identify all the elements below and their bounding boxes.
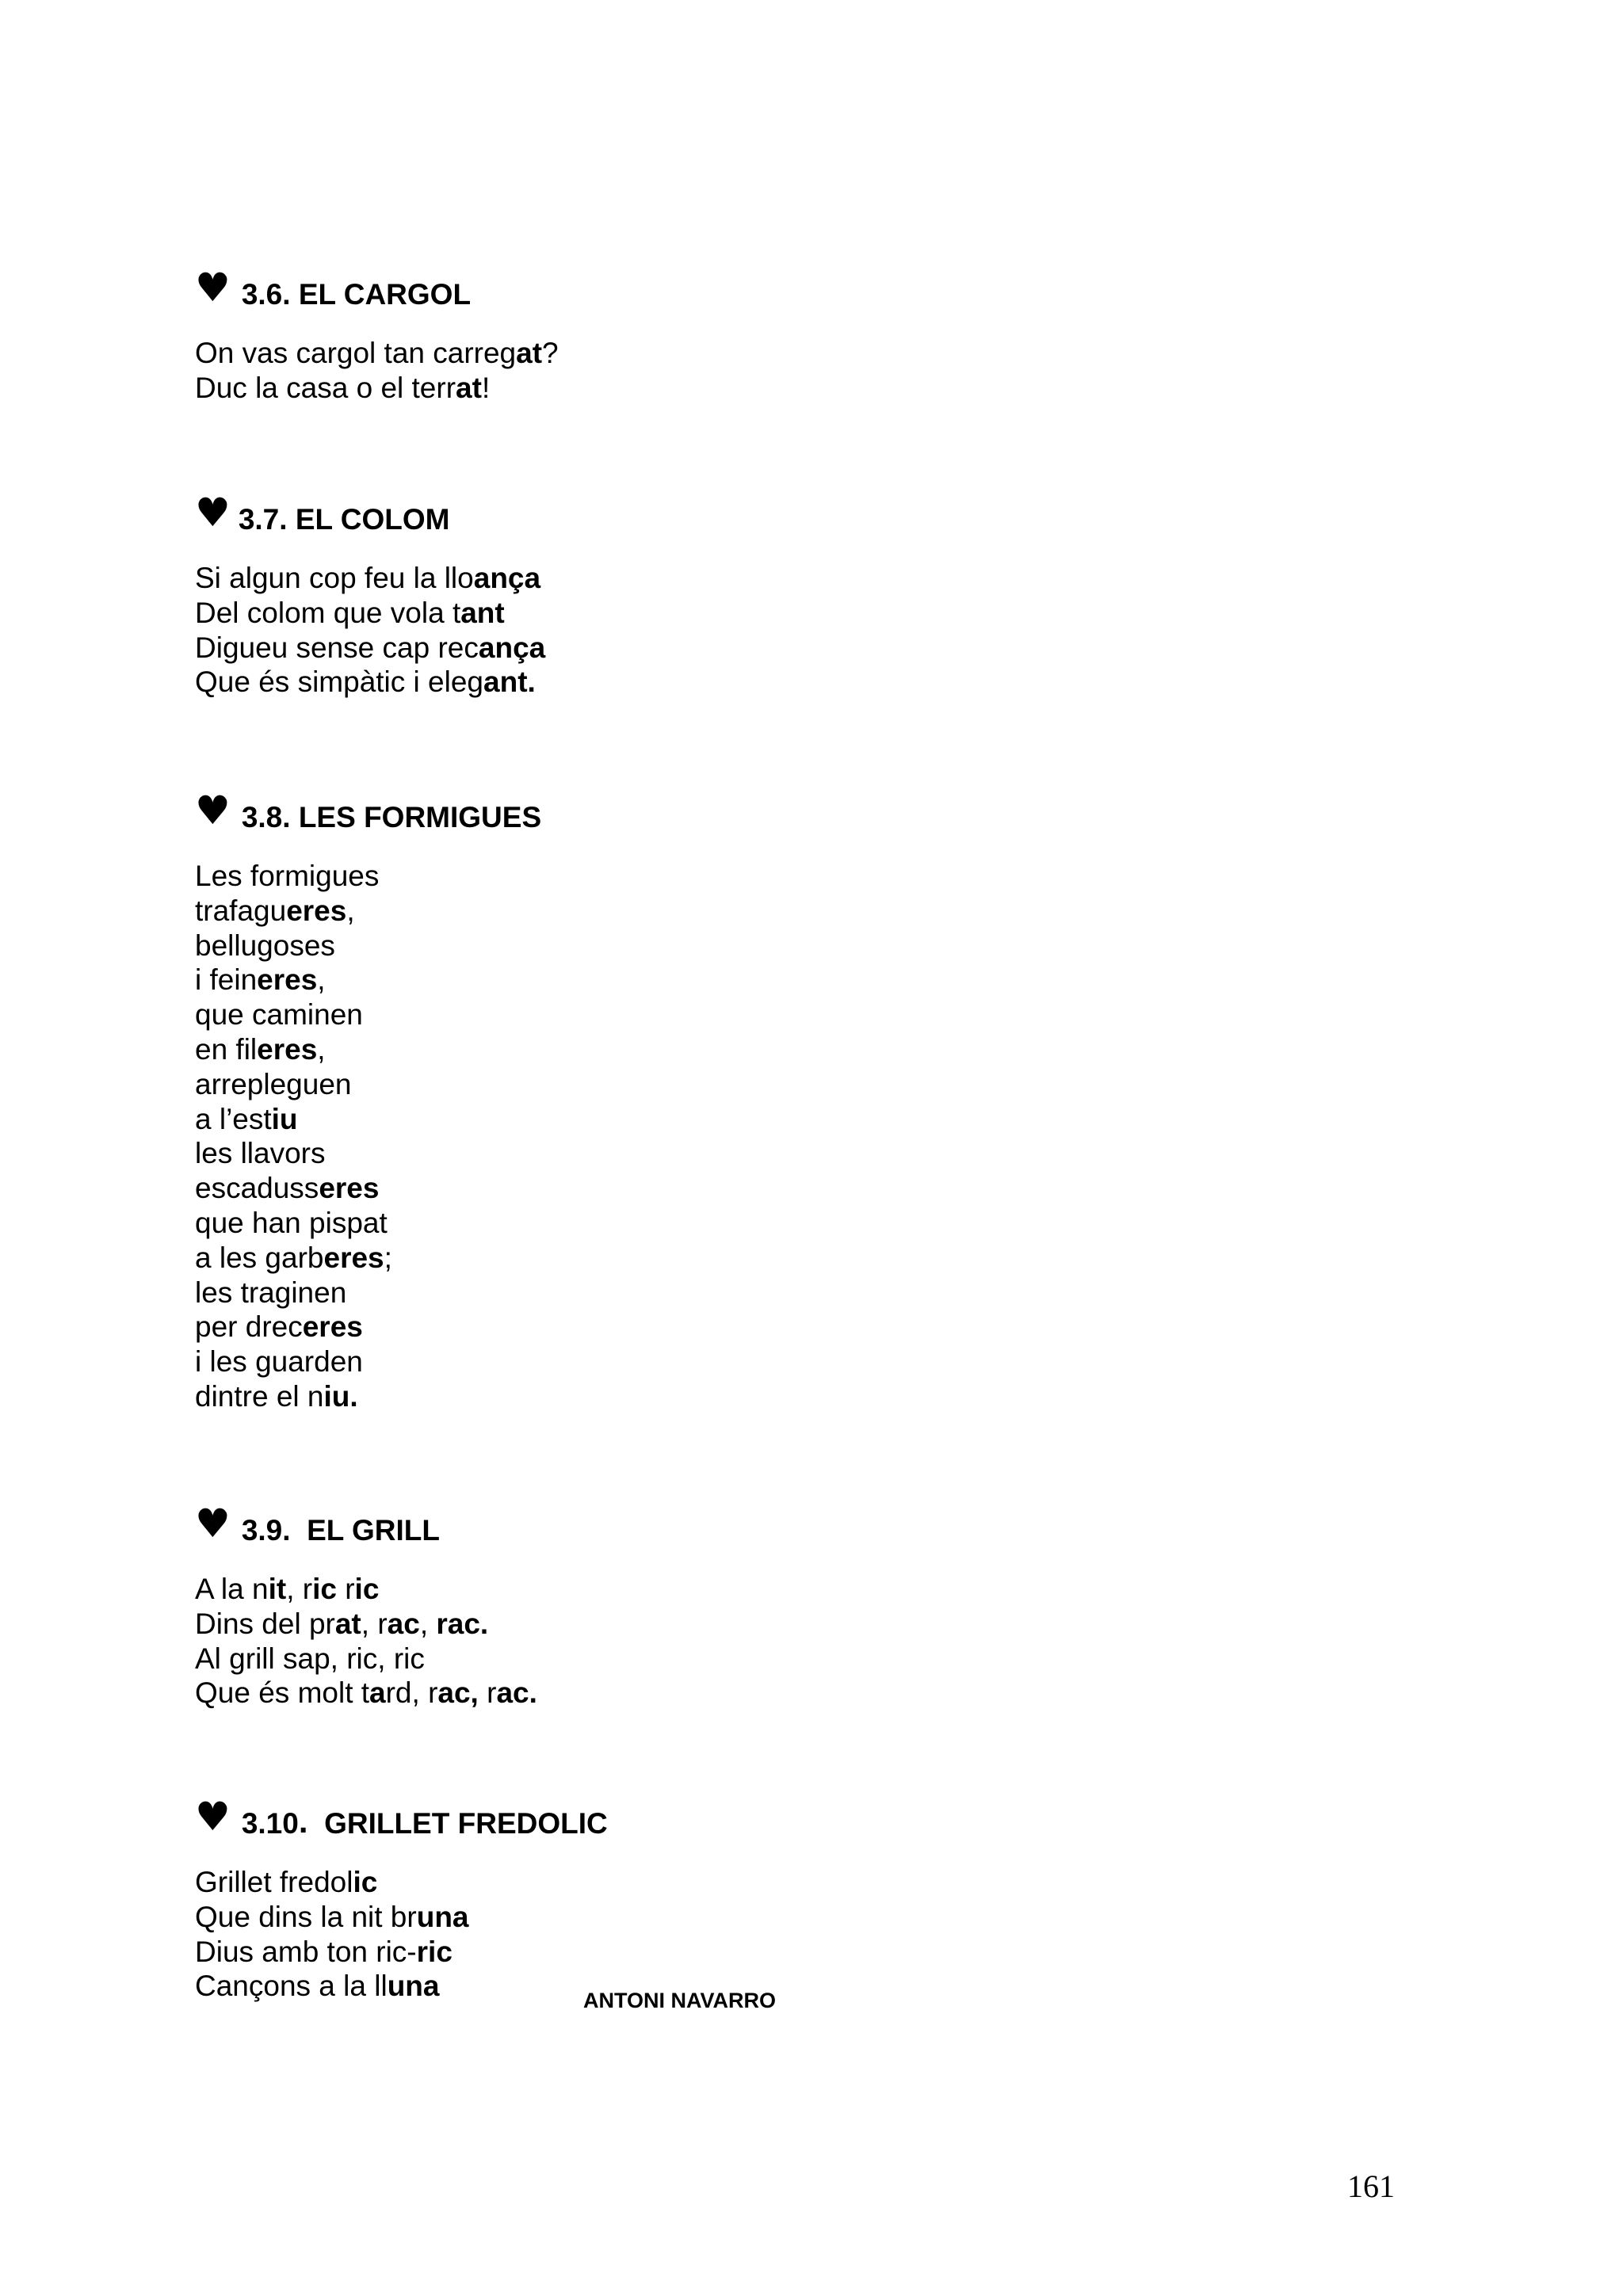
poem-line xyxy=(195,1310,541,1344)
text-segment: que han pispat xyxy=(195,1206,388,1239)
poem-line xyxy=(195,1171,541,1206)
text-segment: A la n xyxy=(195,1573,269,1605)
text-segment: ; xyxy=(384,1241,392,1274)
rhyme-segment: ic xyxy=(353,1866,378,1898)
poem-line xyxy=(195,963,541,997)
rhyme-segment: at xyxy=(456,371,482,404)
text-segment: On vas cargol tan carreg xyxy=(195,337,517,369)
section-title: EL GRILL xyxy=(307,1514,440,1547)
rhyme-segment: ant. xyxy=(483,666,536,699)
page-number: 161 xyxy=(1347,2168,1395,2204)
rhyme-segment: ic xyxy=(354,1573,380,1605)
rhyme-segment: eres xyxy=(257,1032,318,1066)
section-3-7 xyxy=(195,486,545,700)
rhyme-segment: ac. xyxy=(496,1676,537,1710)
rhyme-segment: eres xyxy=(302,1310,363,1344)
poem xyxy=(195,336,559,406)
text-segment: escaduss xyxy=(195,1172,319,1205)
rhyme-segment: eres xyxy=(323,1241,384,1274)
section-number: 3.9. xyxy=(241,1514,291,1547)
poem xyxy=(195,1572,537,1711)
poem-line xyxy=(195,336,559,371)
text-segment: , xyxy=(419,1607,437,1640)
poem-line xyxy=(195,1969,608,2004)
text-segment: ? xyxy=(542,337,559,369)
rhyme-segment: ant xyxy=(460,596,505,629)
poem-line xyxy=(195,1067,541,1102)
poem-line xyxy=(195,1935,608,1970)
poem-line xyxy=(195,1344,541,1379)
poem-line xyxy=(195,1136,541,1171)
poem-line xyxy=(195,596,545,631)
text-segment: trafagu xyxy=(195,894,287,927)
poem-line xyxy=(195,1900,608,1935)
rhyme-segment: ac, xyxy=(437,1676,479,1710)
poem-line xyxy=(195,929,541,963)
rhyme-segment: ança xyxy=(478,631,546,664)
poem-line xyxy=(195,894,541,929)
poem-line xyxy=(195,631,545,666)
section-3-9 xyxy=(195,1497,537,1711)
heart-icon: ♥ xyxy=(195,1501,231,1547)
section-3-10 xyxy=(195,1791,608,2004)
poem-line xyxy=(195,371,559,406)
section-heading xyxy=(195,486,545,534)
poem-line xyxy=(195,1379,541,1414)
poem-line xyxy=(195,1102,541,1137)
text-segment: Del colom que vola t xyxy=(195,596,461,629)
text-segment: , r xyxy=(286,1573,313,1605)
text-segment: , xyxy=(317,1032,326,1066)
section-heading xyxy=(195,784,541,832)
text-segment: bellugoses xyxy=(195,929,335,962)
text-segment: Grillet fredol xyxy=(195,1866,353,1898)
poem-line xyxy=(195,665,545,700)
heart-icon: ♥ xyxy=(195,1794,231,1840)
rhyme-segment: ac xyxy=(387,1607,420,1640)
text-segment: i fein xyxy=(195,963,258,997)
section-title: EL COLOM xyxy=(295,503,450,536)
poem-line xyxy=(195,1865,608,1900)
text-segment: Si algun cop feu la llo xyxy=(195,562,474,594)
poem-line xyxy=(195,997,541,1032)
heart-icon: ♥ xyxy=(195,490,231,536)
section-title: EL CARGOL xyxy=(298,278,472,311)
text-segment: ! xyxy=(481,371,491,404)
poem xyxy=(195,1865,608,2004)
section-number: 3.7. xyxy=(238,503,288,536)
rhyme-segment: eres xyxy=(257,963,318,997)
rhyme-segment: a xyxy=(369,1676,386,1710)
poem-line xyxy=(195,1642,537,1676)
text-segment: r xyxy=(478,1676,497,1710)
rhyme-segment: ric xyxy=(416,1935,453,1968)
section-3-8 xyxy=(195,784,541,1414)
text-segment: Les formigues xyxy=(195,860,380,892)
text-segment: les traginen xyxy=(195,1276,347,1309)
rhyme-segment: una xyxy=(416,1900,469,1933)
text-segment: en fil xyxy=(195,1032,258,1066)
author-credit: ANTONI NAVARRO xyxy=(583,1989,776,2012)
text-segment: Cançons a la ll xyxy=(195,1970,388,2003)
rhyme-segment: it xyxy=(268,1573,287,1605)
text-segment: r xyxy=(336,1573,355,1605)
section-number: 3.10 xyxy=(241,1807,299,1840)
rhyme-segment: ança xyxy=(473,562,541,594)
rhyme-segment: ic xyxy=(312,1573,337,1605)
section-heading xyxy=(195,1497,537,1545)
text-segment: a les garb xyxy=(195,1241,324,1274)
rhyme-segment: una xyxy=(387,1970,440,2003)
text-segment: dintre el n xyxy=(195,1379,324,1413)
text-segment: Que és simpàtic i eleg xyxy=(195,666,484,699)
section-heading xyxy=(195,1791,608,1838)
rhyme-segment: at xyxy=(516,337,543,369)
text-segment: , xyxy=(346,894,355,927)
text-segment: Digueu sense cap rec xyxy=(195,631,479,664)
rhyme-segment: at xyxy=(334,1607,361,1640)
poem-line xyxy=(195,561,545,596)
poem-line xyxy=(195,1206,541,1241)
section-number: 3.8. xyxy=(241,801,291,833)
heart-icon: ♥ xyxy=(195,265,231,311)
poem-line xyxy=(195,1032,541,1067)
section-number-dot: . xyxy=(298,1802,308,1840)
poem-line xyxy=(195,1676,537,1711)
poem-line xyxy=(195,859,541,894)
text-segment: a l’est xyxy=(195,1102,272,1135)
section-heading xyxy=(195,261,559,309)
text-segment: per drec xyxy=(195,1310,303,1344)
poem xyxy=(195,561,545,700)
text-segment: rd, r xyxy=(385,1676,438,1710)
section-3-6 xyxy=(195,261,559,406)
text-segment: arrepleguen xyxy=(195,1067,352,1100)
rhyme-segment: rac. xyxy=(436,1607,489,1640)
text-segment: , xyxy=(317,963,326,997)
section-title: LES FORMIGUES xyxy=(298,801,542,833)
rhyme-segment: iu. xyxy=(323,1379,358,1413)
section-title: GRILLET FREDOLIC xyxy=(324,1807,608,1840)
text-segment: Que dins la nit br xyxy=(195,1900,417,1933)
text-segment: i les guarden xyxy=(195,1345,363,1379)
poem-line xyxy=(195,1276,541,1310)
text-segment: Que és molt t xyxy=(195,1676,370,1710)
rhyme-segment: eres xyxy=(319,1172,380,1205)
poem xyxy=(195,859,541,1414)
poem-line xyxy=(195,1241,541,1276)
text-segment: que caminen xyxy=(195,998,363,1032)
text-segment: , r xyxy=(361,1607,388,1640)
rhyme-segment: iu xyxy=(271,1102,298,1135)
rhyme-segment: eres xyxy=(286,894,347,927)
text-segment: Duc la casa o el terr xyxy=(195,371,456,404)
section-number: 3.6. xyxy=(241,278,291,311)
text-segment: Dins del pr xyxy=(195,1607,335,1640)
text-segment: Dius amb ton ric- xyxy=(195,1935,417,1968)
heart-icon: ♥ xyxy=(195,788,231,833)
poem-line xyxy=(195,1607,537,1642)
poem-line xyxy=(195,1572,537,1607)
text-segment: les llavors xyxy=(195,1137,326,1170)
text-segment: Al grill sap, ric, ric xyxy=(195,1642,425,1675)
